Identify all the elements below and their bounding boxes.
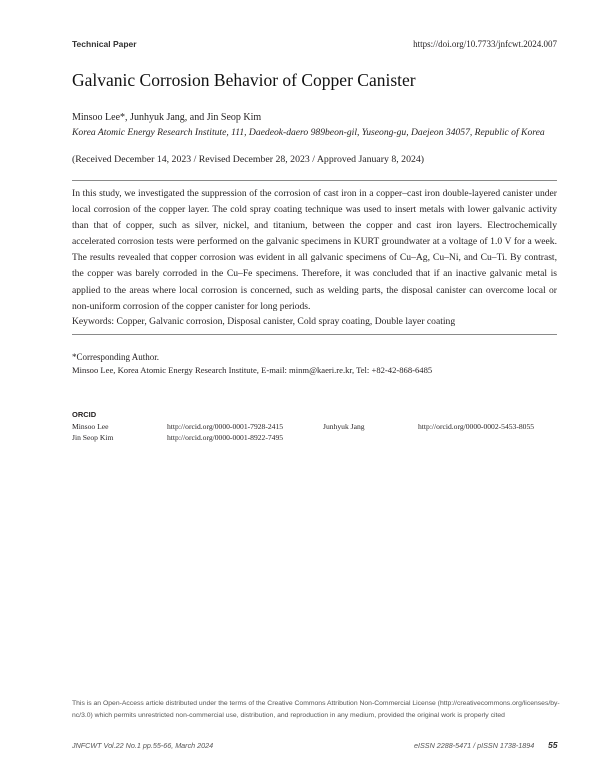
abstract-bottom-rule [72,334,557,335]
orcid-name: Jin Seop Kim [72,433,114,442]
submission-dates: (Received December 14, 2023 / Revised December 28, 2023 / Approved January 8, 2024) [72,154,425,165]
license-notice: This is an Open-Access article distributed under the terms of the Creative Commons Attribution Non-Commercial License (http://creativecommons.org/licenses/by-nc/3.0) which permits unrestricted non-commercial use, distribution, and reproduction in any medium, provided the original work is properly cited [72,700,560,719]
corresponding-author-info: Minsoo Lee, Korea Atomic Energy Research Institute, E-mail: minm@kaeri.re.kr, Tel: +82-42-868-6485 [72,365,433,375]
paper-type-label: Technical Paper [72,39,137,49]
paper-title: Galvanic Corrosion Behavior of Copper Canister [72,70,416,90]
corresponding-author-label: *Corresponding Author. [72,352,159,362]
orcid-heading: ORCID [72,410,97,419]
abstract-text: In this study, we investigated the suppression of the corrosion of cast iron in a copper–cast iron double-layered canister under local corrosion of the copper layer. The cold spray coating technique was used to insert metals with lower galvanic activity than that of copper, such as silver, nickel, and titanium, between the copper and cast iron layers. Electrochemically accelerated corrosion tests were performed on the galvanic specimens in KURT groundwater at a voltage of 1.0 V for a week. The results revealed that copper corrosion was evident in all galvanic specimens of Cu–Ag, Cu–Ni, and Cu–Ti. By contrast, the copper was barely corroded in the Cu–Fe specimens. Therefore, it was concluded that if an inactive galvanic metal is applied to the areas where local corrosion is concerned, such as welding parts, the disposal canister can overcome local or non-uniform corrosion of the copper canister for long periods. [72,188,557,312]
footer-journal-info: JNFCWT Vol.22 No.1 pp.55-66, March 2024 [72,741,214,750]
author-affiliation: Korea Atomic Energy Research Institute, 111, Daedeok-daero 989beon-gil, Yuseong-gu, Daejeon 34057, Republic of Korea [72,127,545,138]
orcid-id-link[interactable]: http://orcid.org/0000-0001-7928-2415 [167,422,284,431]
orcid-name: Minsoo Lee [72,422,109,431]
orcid-id-link[interactable]: http://orcid.org/0000-0002-5453-8055 [418,422,535,431]
footer-issn: eISSN 2288-5471 / pISSN 1738-1894 [414,741,535,750]
doi-link[interactable]: https://doi.org/10.7733/jnfcwt.2024.007 [413,39,557,49]
author-list: Minsoo Lee*, Junhyuk Jang, and Jin Seop Kim [72,112,262,123]
orcid-name: Junhyuk Jang [323,422,365,431]
orcid-id-link[interactable]: http://orcid.org/0000-0001-8922-7495 [167,433,284,442]
keywords: Keywords: Copper, Galvanic corrosion, Disposal canister, Cold spray coating, Double layer coating [72,316,456,327]
page-number: 55 [548,740,558,750]
abstract-top-rule [72,180,557,181]
